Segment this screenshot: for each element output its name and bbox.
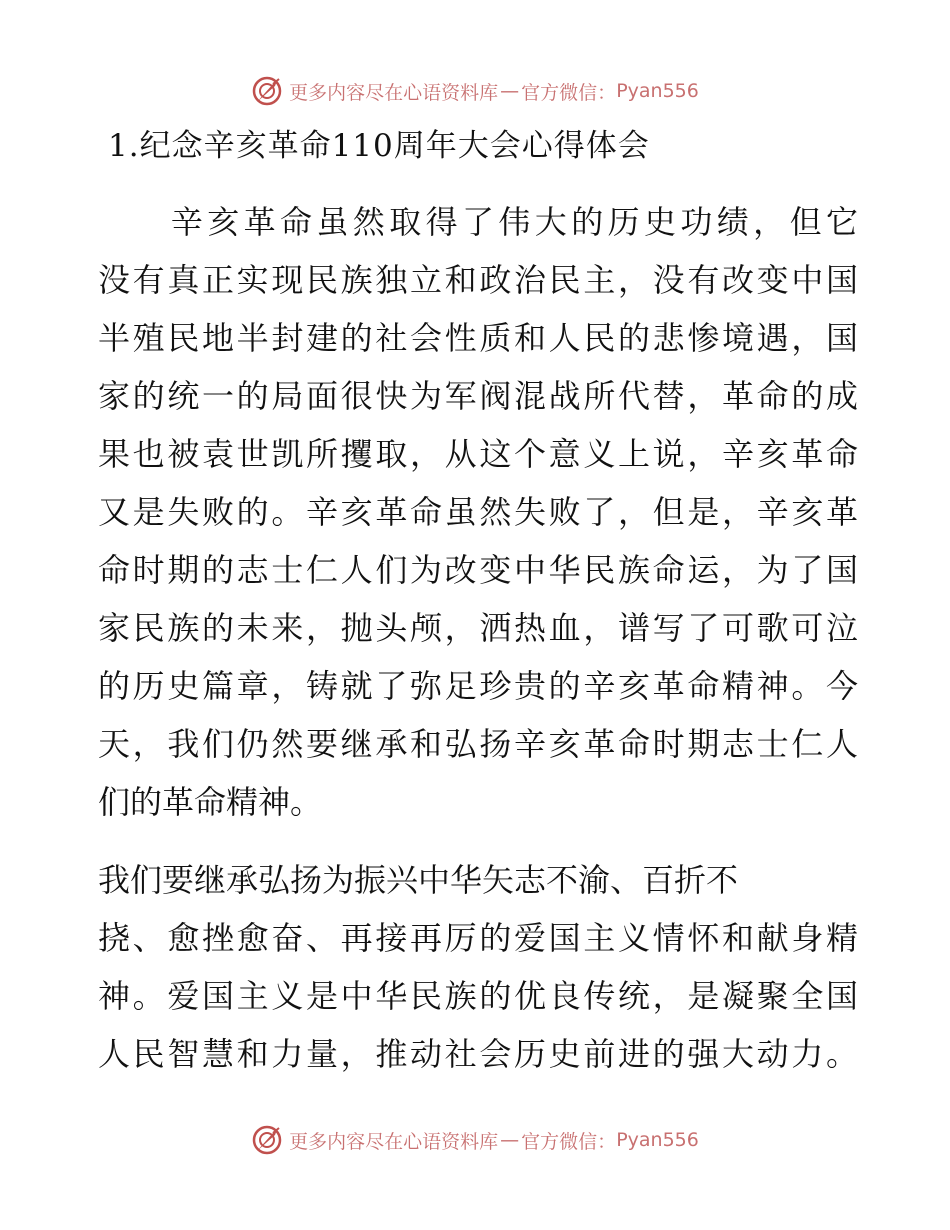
paragraph-line: 又是失败的。辛亥革命虽然失败了，但是，辛亥革 bbox=[98, 493, 858, 531]
watermark-text: 更多内容尽在心语资料库 bbox=[289, 1130, 499, 1153]
quill-logo-icon bbox=[251, 1124, 283, 1156]
watermark-separator: — bbox=[500, 1129, 520, 1151]
quill-logo-icon bbox=[251, 75, 283, 107]
paragraph-2 bbox=[98, 851, 858, 1083]
paragraph-line: 人民智慧和力量，推动社会历史前进的强大动力。 bbox=[98, 1035, 858, 1073]
paragraph-line: 神。爱国主义是中华民族的优良传统，是凝聚全国 bbox=[98, 977, 858, 1015]
watermark-label: 官方微信： bbox=[521, 1130, 617, 1153]
paragraph-1 bbox=[98, 193, 858, 831]
paragraph-line: 挠、愈挫愈奋、再接再厉的爱国主义情怀和献身精 bbox=[98, 919, 858, 957]
paragraph-line: 们的革命精神。 bbox=[98, 783, 323, 821]
paragraph-line: 家的统一的局面很快为军阀混战所代替，革命的成 bbox=[98, 377, 858, 415]
watermark-wechat-id: Pyan556 bbox=[616, 80, 699, 102]
paragraph-line: 我们要继承弘扬为振兴中华矢志不渝、百折不 bbox=[98, 861, 739, 899]
paragraph-line: 天，我们仍然要继承和弘扬辛亥革命时期志士仁人 bbox=[98, 725, 858, 763]
paragraph-line: 辛亥革命虽然取得了伟大的历史功绩，但它 bbox=[98, 203, 858, 241]
watermark-wechat-id: Pyan556 bbox=[616, 1129, 699, 1151]
footer-watermark bbox=[0, 1118, 950, 1162]
watermark-text: 更多内容尽在心语资料库 bbox=[289, 81, 499, 104]
paragraph-line: 果也被袁世凯所攫取，从这个意义上说，辛亥革命 bbox=[98, 435, 858, 473]
paragraph-line: 没有真正实现民族独立和政治民主，没有改变中国 bbox=[98, 261, 858, 299]
paragraph-line: 家民族的未来，抛头颅，洒热血，谱写了可歌可泣 bbox=[98, 609, 858, 647]
paragraph-line: 半殖民地半封建的社会性质和人民的悲惨境遇，国 bbox=[98, 319, 858, 357]
watermark-separator: — bbox=[500, 80, 520, 102]
paragraph-line: 的历史篇章，铸就了弥足珍贵的辛亥革命精神。今 bbox=[98, 667, 858, 705]
paragraph-line: 命时期的志士仁人们为改变中华民族命运，为了国 bbox=[98, 551, 858, 589]
document-title: 1.纪念辛亥革命110周年大会心得体会 bbox=[108, 128, 650, 164]
watermark-label: 官方微信： bbox=[521, 81, 617, 104]
header-watermark bbox=[0, 69, 950, 113]
